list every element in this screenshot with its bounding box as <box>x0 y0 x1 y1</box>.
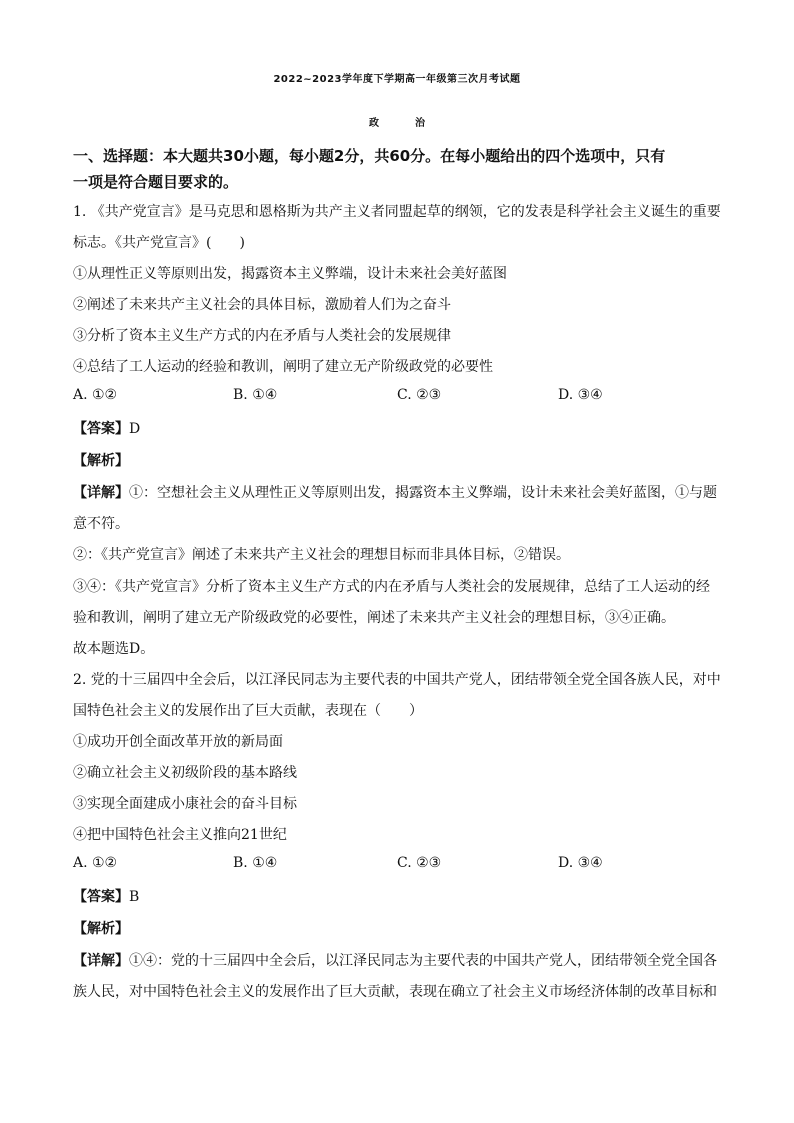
q1-stem-line-1: 1. 《共产党宣言》是马克思和恩格斯为共产主义者同盟起草的纲领，它的发表是科学社会主义诞生的重要 <box>73 204 721 220</box>
q1-answer: D <box>129 421 141 437</box>
q1-item-4: ④总结了工人运动的经验和教训，阐明了建立无产阶级政党的必要性 <box>73 359 493 375</box>
q1-detail-line-1 <box>73 482 717 502</box>
q1-answer-line <box>73 418 140 438</box>
q2-item-1: ①成功开创全面改革开放的新局面 <box>73 734 283 750</box>
q1-option-d: D. ③④ <box>558 387 603 403</box>
section-instruction-line-1: 一、选择题：本大题共30小题，每小题2分，共60分。在每小题给出的四个选项中，只有 <box>73 147 666 165</box>
detail-tag: 【详解】 <box>73 485 129 501</box>
detail-tag: 【详解】 <box>73 953 129 969</box>
section-instruction-line-2: 一项是符合题目要求的。 <box>73 173 239 191</box>
analysis-tag: 【解析】 <box>73 921 129 937</box>
q2-detail-text-1: ①④：党的十三届四中全会后，以江泽民同志为主要代表的中国共产党人，团结带领全党全国各 <box>129 953 717 969</box>
q1-item-2: ②阐述了未来共产主义社会的具体目标，激励着人们为之奋斗 <box>73 297 451 313</box>
q2-detail-line-1 <box>73 950 717 970</box>
q1-stem-line-2: 标志。《共产党宣言》( ) <box>73 235 245 251</box>
q2-answer-line <box>73 886 139 906</box>
q2-analysis-line <box>73 918 129 938</box>
q1-option-a: A. ①② <box>73 387 118 403</box>
q1-option-c: C. ②③ <box>397 387 442 403</box>
q2-detail-line-2: 族人民，对中国特色社会主义的发展作出了巨大贡献，表现在确立了社会主义市场经济体制的改革目标和 <box>73 984 717 1000</box>
q1-detail-line-4: ③④：《共产党宣言》分析了资本主义生产方式的内在矛盾与人类社会的发展规律，总结了工人运动的经 <box>73 579 710 595</box>
q2-option-b: B. ①④ <box>233 855 278 871</box>
exam-title: 2022~2023学年度下学期高一年级第三次月考试题 <box>273 74 521 85</box>
q2-item-3: ③实现全面建成小康社会的奋斗目标 <box>73 796 297 812</box>
q2-option-d: D. ③④ <box>558 855 603 871</box>
q1-detail-line-3: ②：《共产党宣言》阐述了未来共产主义社会的理想目标而非具体目标，②错误。 <box>73 547 570 563</box>
analysis-tag: 【解析】 <box>73 453 129 469</box>
subject-title <box>0 114 794 129</box>
q1-detail-line-6: 故本题选D。 <box>73 641 155 657</box>
answer-tag: 【答案】 <box>73 421 129 437</box>
q2-stem-line-2: 国特色社会主义的发展作出了巨大贡献，表现在（ ） <box>73 703 423 719</box>
q1-item-1: ①从理性正义等原则出发，揭露资本主义弊端，设计未来社会美好蓝图 <box>73 266 507 282</box>
q1-item-3: ③分析了资本主义生产方式的内在矛盾与人类社会的发展规律 <box>73 328 451 344</box>
q2-option-c: C. ②③ <box>397 855 442 871</box>
q2-option-a: A. ①② <box>73 855 118 871</box>
q1-detail-line-2: 意不符。 <box>73 516 129 532</box>
q2-answer: B <box>129 889 140 905</box>
q1-detail-text-1: ①：空想社会主义从理性正义等原则出发，揭露资本主义弊端，设计未来社会美好蓝图，①与题 <box>129 485 717 501</box>
q2-item-2: ②确立社会主义初级阶段的基本路线 <box>73 765 297 781</box>
q2-item-4: ④把中国特色社会主义推向21世纪 <box>73 827 287 843</box>
q1-analysis-line <box>73 450 129 470</box>
subject-char-2: 治 <box>415 118 425 129</box>
q2-stem-line-1: 2. 党的十三届四中全会后，以江泽民同志为主要代表的中国共产党人，团结带领全党全国各族人民，对中 <box>73 672 721 688</box>
q1-detail-line-5: 验和教训，阐明了建立无产阶级政党的必要性，阐述了未来共产主义社会的理想目标，③④正确。 <box>73 610 675 626</box>
q1-option-b: B. ①④ <box>233 387 278 403</box>
subject-char-1: 政 <box>369 118 379 129</box>
answer-tag: 【答案】 <box>73 889 129 905</box>
